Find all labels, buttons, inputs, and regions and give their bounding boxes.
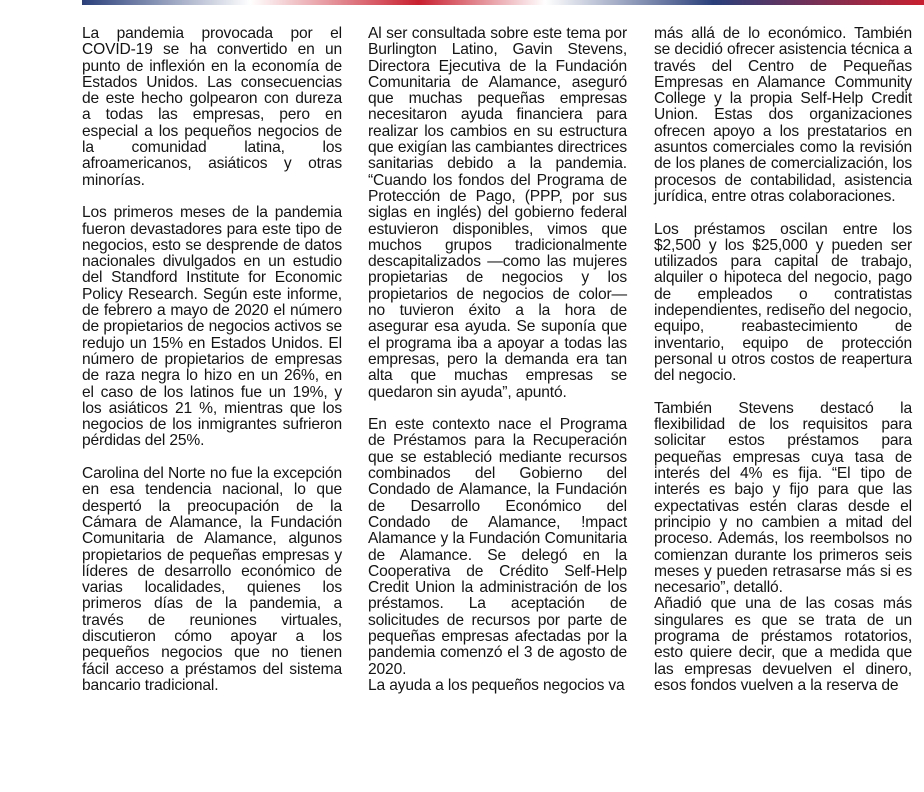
paragraph: En este contexto nace el Programa de Préstamos para la Recuperación que se estableció mediante recursos combinados del Gobierno del Condado de Alamance, la Fundación de Desarrollo Económico del Condado de Alamance, !mpact Alamance y la Fundación Comunitaria de Alamance. Se delegó en la Cooperativa de Crédito Self-Help Credit Union la administración de los préstamos. La aceptación de solicitudes de recursos por parte de pequeñas empresas afectadas por la pandemia comenzó el 3 de agosto de 2020. xyxy=(368,416,627,678)
paragraph: más allá de lo económico. También se decidió ofrecer asistencia técnica a través del Centro de Pequeñas Empresas en Alamance Community College y la propia Self-Help Credit Union. Estas dos organizaciones ofrecen apoyo a los prestatarios en asuntos comerciales como la revisión de los planes de comercialización, los procesos de contabilidad, asistencia jurídica, entre otras colaboraciones. xyxy=(654,25,912,205)
article-column-1 xyxy=(82,26,342,710)
paragraph: La ayuda a los pequeños negocios va xyxy=(368,676,625,694)
paragraph: Al ser consultada sobre este tema por Burlington Latino, Gavin Stevens, Directora Ejecutiva de la Fundación Comunitaria de Alamance, aseguró que muchas pequeñas empresas necesitaron ayuda financiera para realizar los cambios en su estructura que exigían las cambiantes directrices sanitarias debido a la pandemia. “Cuando los fondos del Programa de Protección de Pago, (PPP, por sus siglas en inglés) del gobierno federal estuvieron disponibles, vimos que muchos grupos tradicionalmente descapitalizados —como las mujeres propietarias de negocios y los propietarios de negocios de color— no tuvieron éxito a la hora de asegurar esa ayuda. Se suponía que el programa iba a apoyar a todas las empresas, pero la demanda era tan alta que muchas empresas se quedaron sin ayuda”, apuntó. xyxy=(368,25,627,401)
article-column-2 xyxy=(368,26,627,710)
flag-banner-strip xyxy=(82,0,924,5)
paragraph: Añadió que una de las cosas más singulares es que se trata de un programa de préstamos rotatorios, esto quiere decir, que a medida que las empresas devuelven el dinero, esos fondos vuelven a la reserva de xyxy=(654,595,912,694)
article-column-3 xyxy=(654,26,912,710)
paragraph: Carolina del Norte no fue la excepción en esa tendencia nacional, lo que despertó la preocupación de la Cámara de Alamance, la Fundación Comunitaria de Alamance, algunos propietarios de pequeñas empresas y líderes de desarrollo económico de varias localidades, quienes los primeros días de la pandemia, a través de reuniones virtuales, discutieron cómo apoyar a los pequeños negocios que no tienen fácil acceso a préstamos del sistema bancario tradicional. xyxy=(82,465,342,694)
top-banner-image xyxy=(0,0,924,6)
paragraph: La pandemia provocada por el COVID-19 se ha convertido en un punto de inflexión en la economía de Estados Unidos. Las consecuencias de este hecho golpearon con dureza a todas las empresas, pero en especial a los pequeños negocios de la comunidad latina, los afroamericanos, asiáticos y otras minorías. xyxy=(82,25,342,189)
paragraph: También Stevens destacó la flexibilidad de los requisitos para solicitar estos préstamos para pequeñas empresas cuya tasa de interés del 4% es fija. “El tipo de interés es bajo y fijo para que las expectativas estén claras desde el principio y no cambien a mitad del proceso. Además, los reembolsos no comienzan durante los primeros seis meses y pueden retrasarse más si es necesario”, detalló. xyxy=(654,399,912,597)
paragraph: Los préstamos oscilan entre los $2,500 y los $25,000 y pueden ser utilizados para capital de trabajo, alquiler o hipoteca del negocio, pago de empleados o contratistas independientes, rediseño del negocio, equipo, reabastecimiento de inventario, equipo de protección personal u otros costos de reapertura del negocio. xyxy=(654,220,912,385)
paragraph: Los primeros meses de la pandemia fueron devastadores para este tipo de negocios, esto se desprende de datos nacionales divulgados en un estudio del Standford Institute for Economic Policy Research. Según este informe, de febrero a mayo de 2020 el número de propietarios de negocios activos se redujo un 15% en Estados Unidos. El número de propietarios de empresas de raza negra lo hizo en un 26%, en el caso de los latinos fue un 19%, y los asiáticos 21 %, mientras que los negocios de los inmigrantes sufrieron pérdidas del 25%. xyxy=(82,204,342,450)
